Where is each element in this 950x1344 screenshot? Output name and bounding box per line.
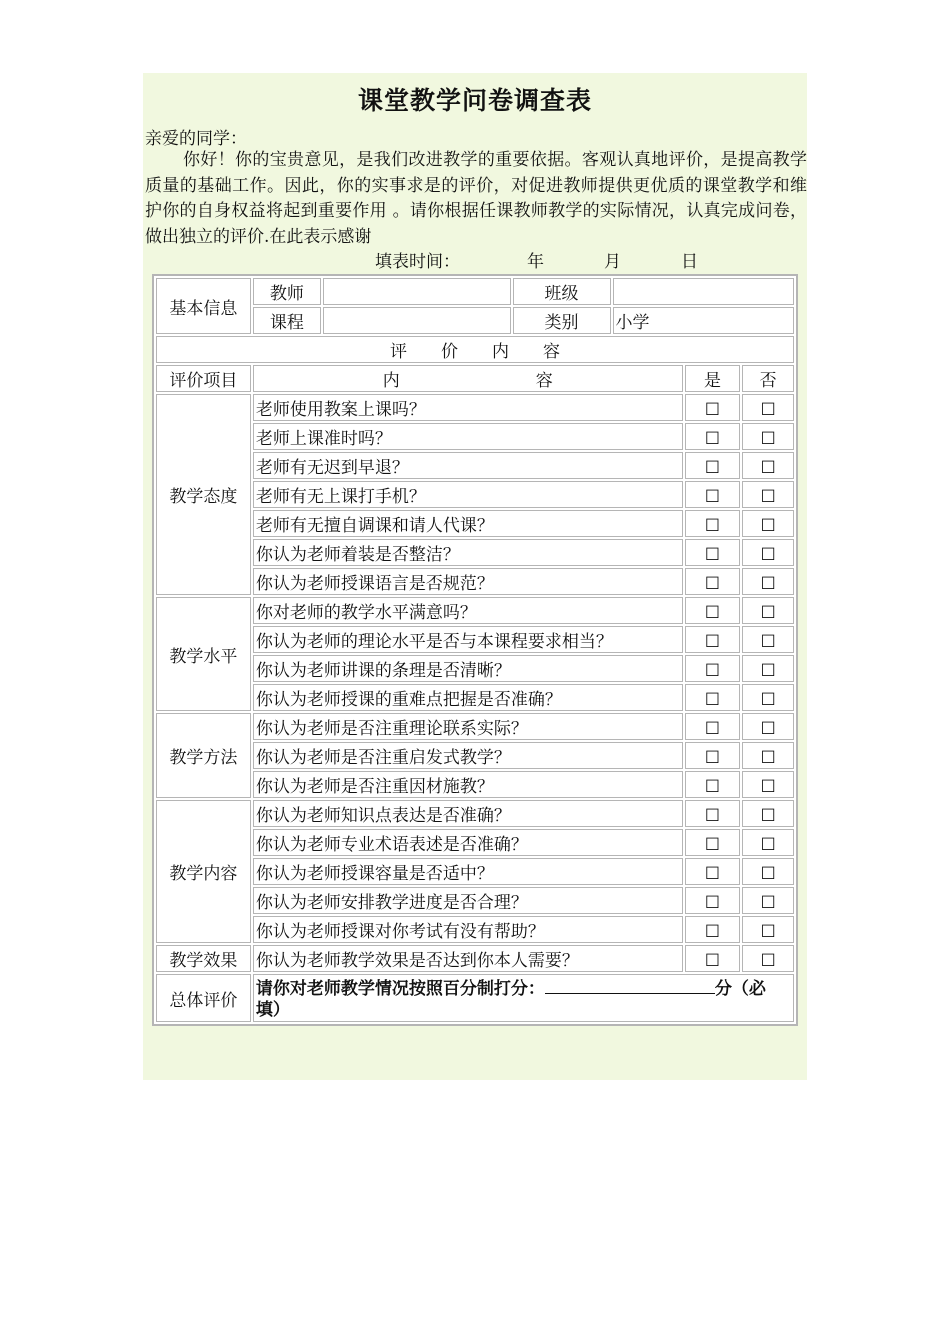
question-row bbox=[156, 858, 794, 885]
yes-checkbox[interactable]: □ bbox=[685, 423, 741, 450]
category-label: 教学态度 bbox=[156, 394, 251, 595]
fill-date-year: 年 bbox=[527, 252, 544, 272]
no-checkbox[interactable]: □ bbox=[742, 742, 794, 769]
question-text: 老师上课准时吗？ bbox=[253, 423, 683, 450]
yes-checkbox[interactable]: □ bbox=[685, 945, 741, 972]
question-text: 你认为老师授课的重难点把握是否准确？ bbox=[253, 684, 683, 711]
no-checkbox[interactable]: □ bbox=[742, 858, 794, 885]
question-text: 你认为老师授课语言是否规范？ bbox=[253, 568, 683, 595]
category-label: 教学水平 bbox=[156, 597, 251, 711]
greeting: 亲爱的同学： bbox=[145, 129, 247, 149]
question-text: 老师有无上课打手机？ bbox=[253, 481, 683, 508]
question-text: 你认为老师知识点表达是否准确？ bbox=[253, 800, 683, 827]
question-row bbox=[156, 597, 794, 624]
yes-checkbox[interactable]: □ bbox=[685, 481, 741, 508]
question-text: 你对老师的教学水平满意吗？ bbox=[253, 597, 683, 624]
overall-score-cell bbox=[253, 974, 794, 1022]
no-checkbox[interactable]: □ bbox=[742, 539, 794, 566]
yes-checkbox[interactable]: □ bbox=[685, 887, 741, 914]
basic-info-row-2 bbox=[156, 307, 794, 334]
item-column-header: 评价项目 bbox=[156, 365, 251, 392]
yes-checkbox[interactable]: □ bbox=[685, 394, 741, 421]
question-text: 你认为老师授课容量是否适中？ bbox=[253, 858, 683, 885]
category-label: 教学效果 bbox=[156, 945, 251, 972]
question-row bbox=[156, 829, 794, 856]
basic-info-label: 基本信息 bbox=[156, 278, 251, 334]
overall-row bbox=[156, 974, 794, 1022]
question-text: 你认为老师讲课的条理是否清晰？ bbox=[253, 655, 683, 682]
question-text: 老师有无迟到早退？ bbox=[253, 452, 683, 479]
eval-content-header: 评 价 内 容 bbox=[156, 336, 794, 363]
course-field[interactable] bbox=[323, 307, 511, 334]
teacher-field[interactable] bbox=[323, 278, 511, 305]
type-label: 类别 bbox=[513, 307, 611, 334]
yes-checkbox[interactable]: □ bbox=[685, 510, 741, 537]
no-checkbox[interactable]: □ bbox=[742, 771, 794, 798]
question-text: 你认为老师的理论水平是否与本课程要求相当？ bbox=[253, 626, 683, 653]
yes-checkbox[interactable]: □ bbox=[685, 916, 741, 943]
yes-checkbox[interactable]: □ bbox=[685, 539, 741, 566]
question-row bbox=[156, 481, 794, 508]
question-row bbox=[156, 684, 794, 711]
yes-column-header: 是 bbox=[685, 365, 741, 392]
question-text: 你认为老师安排教学进度是否合理？ bbox=[253, 887, 683, 914]
question-row bbox=[156, 539, 794, 566]
type-field[interactable]: 小学 bbox=[613, 307, 794, 334]
no-checkbox[interactable]: □ bbox=[742, 452, 794, 479]
yes-checkbox[interactable]: □ bbox=[685, 771, 741, 798]
teacher-label: 教师 bbox=[253, 278, 321, 305]
yes-checkbox[interactable]: □ bbox=[685, 452, 741, 479]
class-label: 班级 bbox=[513, 278, 611, 305]
no-checkbox[interactable]: □ bbox=[742, 713, 794, 740]
question-row bbox=[156, 887, 794, 914]
survey-table bbox=[152, 274, 798, 1026]
no-checkbox[interactable]: □ bbox=[742, 510, 794, 537]
question-text: 你认为老师是否注重启发式教学？ bbox=[253, 742, 683, 769]
no-checkbox[interactable]: □ bbox=[742, 568, 794, 595]
yes-checkbox[interactable]: □ bbox=[685, 742, 741, 769]
no-checkbox[interactable]: □ bbox=[742, 945, 794, 972]
no-checkbox[interactable]: □ bbox=[742, 916, 794, 943]
overall-prompt: 请你对老师教学情况按照百分制打分： bbox=[255, 979, 545, 999]
no-checkbox[interactable]: □ bbox=[742, 887, 794, 914]
question-row bbox=[156, 713, 794, 740]
yes-checkbox[interactable]: □ bbox=[685, 858, 741, 885]
no-checkbox[interactable]: □ bbox=[742, 800, 794, 827]
column-header-row bbox=[156, 365, 794, 392]
yes-checkbox[interactable]: □ bbox=[685, 655, 741, 682]
question-text: 你认为老师是否注重因材施教？ bbox=[253, 771, 683, 798]
yes-checkbox[interactable]: □ bbox=[685, 626, 741, 653]
yes-checkbox[interactable]: □ bbox=[685, 568, 741, 595]
survey-sheet bbox=[143, 73, 807, 1080]
overall-suffix: 分（必填） bbox=[255, 979, 766, 1020]
fill-date-month: 月 bbox=[604, 252, 621, 272]
question-row bbox=[156, 423, 794, 450]
question-text: 你认为老师授课对你考试有没有帮助？ bbox=[253, 916, 683, 943]
question-row bbox=[156, 568, 794, 595]
no-column-header: 否 bbox=[742, 365, 794, 392]
question-text: 你认为老师是否注重理论联系实际？ bbox=[253, 713, 683, 740]
yes-checkbox[interactable]: □ bbox=[685, 829, 741, 856]
question-text: 你认为老师着装是否整洁？ bbox=[253, 539, 683, 566]
question-text: 你认为老师专业术语表述是否准确？ bbox=[253, 829, 683, 856]
page-title: 课堂教学问卷调查表 bbox=[357, 86, 592, 115]
yes-checkbox[interactable]: □ bbox=[685, 713, 741, 740]
score-blank[interactable] bbox=[545, 975, 715, 994]
question-text: 老师使用教案上课吗？ bbox=[253, 394, 683, 421]
yes-checkbox[interactable]: □ bbox=[685, 597, 741, 624]
fill-date-day: 日 bbox=[681, 252, 698, 272]
basic-info-row-1 bbox=[156, 278, 794, 305]
category-label: 教学方法 bbox=[156, 713, 251, 798]
question-text: 老师有无擅自调课和请人代课？ bbox=[253, 510, 683, 537]
category-label: 教学内容 bbox=[156, 800, 251, 943]
question-row bbox=[156, 626, 794, 653]
question-row bbox=[156, 742, 794, 769]
intro-paragraph: 你好！你的宝贵意见，是我们改进教学的重要依据。客观认真地评价，是提高教学质量的基础工作。因此，你的实事求是的评价，对促进教师提供更优质的课堂教学和维护你的自身权益将起到重要作用 。请你根据任课教师教学的实际情况，认真完成问卷，做出独立的评价.在此表示感谢 bbox=[145, 150, 807, 247]
fill-date-label: 填表时间： bbox=[375, 252, 460, 272]
question-row bbox=[156, 916, 794, 943]
question-row bbox=[156, 945, 794, 972]
question-row bbox=[156, 771, 794, 798]
question-text: 你认为老师教学效果是否达到你本人需要？ bbox=[253, 945, 683, 972]
no-checkbox[interactable]: □ bbox=[742, 655, 794, 682]
question-row bbox=[156, 800, 794, 827]
no-checkbox[interactable]: □ bbox=[742, 829, 794, 856]
content-column-header: 内 容 bbox=[253, 365, 683, 392]
course-label: 课程 bbox=[253, 307, 321, 334]
yes-checkbox[interactable]: □ bbox=[685, 800, 741, 827]
no-checkbox[interactable]: □ bbox=[742, 597, 794, 624]
no-checkbox[interactable]: □ bbox=[742, 626, 794, 653]
question-row bbox=[156, 510, 794, 537]
question-row bbox=[156, 452, 794, 479]
no-checkbox[interactable]: □ bbox=[742, 481, 794, 508]
yes-checkbox[interactable]: □ bbox=[685, 684, 741, 711]
no-checkbox[interactable]: □ bbox=[742, 423, 794, 450]
class-field[interactable] bbox=[613, 278, 794, 305]
question-row bbox=[156, 655, 794, 682]
no-checkbox[interactable]: □ bbox=[742, 684, 794, 711]
eval-header-row bbox=[156, 336, 794, 363]
question-row bbox=[156, 394, 794, 421]
no-checkbox[interactable]: □ bbox=[742, 394, 794, 421]
overall-label: 总体评价 bbox=[156, 974, 251, 1022]
